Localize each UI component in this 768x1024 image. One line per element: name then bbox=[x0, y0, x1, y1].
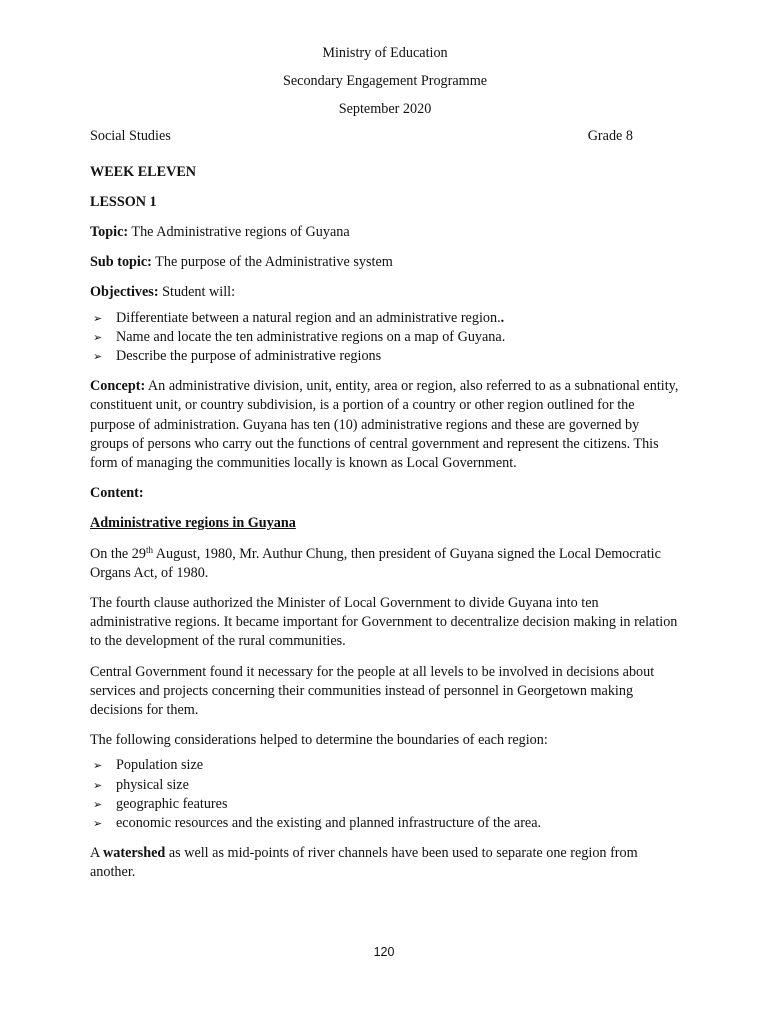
arrow-bullet-icon: ➢ bbox=[93, 797, 103, 811]
concept-label: Concept: bbox=[90, 378, 146, 395]
arrow-bullet-icon: ➢ bbox=[93, 350, 103, 364]
subtopic-text: The purpose of the Administrative system bbox=[151, 254, 393, 271]
content-label: Content: bbox=[90, 485, 144, 502]
programme-title: Secondary Engagement Programme bbox=[282, 72, 488, 89]
ministry-title: Ministry of Education bbox=[322, 45, 448, 61]
list-item: ➢ Differentiate between a natural region and an administrative region.. bbox=[90, 309, 680, 328]
list-item: ➢ Population size bbox=[90, 756, 680, 775]
considerations-list bbox=[90, 756, 680, 833]
paragraph-watershed: A watershed as well as mid-points of river channels have been used to separate one region from another. bbox=[90, 845, 638, 881]
topic-line bbox=[90, 223, 680, 242]
topic-text: The Administrative regions of Guyana bbox=[128, 224, 350, 240]
concept-paragraph bbox=[90, 377, 680, 473]
objectives-list bbox=[90, 309, 680, 367]
paragraph-act: On the 29th August, 1980, Mr. Authur Chung, then president of Guyana signed the Local Democratic Organs Act, of 1980. bbox=[90, 544, 661, 581]
document-page bbox=[90, 44, 680, 894]
subtopic-line bbox=[90, 253, 680, 272]
objectives-label: Objectives: bbox=[90, 284, 159, 301]
arrow-bullet-icon: ➢ bbox=[93, 759, 103, 773]
arrow-bullet-icon: ➢ bbox=[93, 817, 103, 831]
page-number: 120 bbox=[373, 945, 395, 959]
arrow-bullet-icon: ➢ bbox=[93, 311, 103, 325]
week-heading: WEEK ELEVEN bbox=[90, 163, 197, 180]
subject-label: Social Studies bbox=[90, 128, 171, 145]
arrow-bullet-icon: ➢ bbox=[93, 330, 103, 344]
list-item: ➢ Describe the purpose of administrative regions bbox=[90, 347, 680, 366]
list-item: ➢ geographic features bbox=[90, 795, 680, 814]
grade-label: Grade 8 bbox=[587, 128, 633, 145]
subtopic-label: Sub topic: bbox=[90, 254, 152, 271]
concept-text: An administrative division, unit, entity, area or region, also referred to as a subnational entity, constituent unit, or country subdivision, is a portion of a country or other region outlined for the purpose of administration. Guyana has ten (10) administrative regions and these are governed by groups of persons who carry out the functions of central government and represent the citizens. This form of managing the communities locally is known as Local Government. bbox=[90, 378, 679, 472]
section-heading: Administrative regions in Guyana bbox=[90, 515, 296, 532]
arrow-bullet-icon: ➢ bbox=[93, 778, 103, 792]
paragraph-fourth-clause: The fourth clause authorized the Minister of Local Government to divide Guyana into ten administrative regions. It became important for Government to decentralize decision making in relation to the development of the rural communities. bbox=[90, 595, 678, 650]
paragraph-central-government: Central Government found it necessary for the people at all levels to be involved in decisions about services and projects concerning their communities instead of personnel in Georgetown making decisions for them. bbox=[90, 663, 655, 719]
objectives-line bbox=[90, 283, 680, 302]
lesson-heading: LESSON 1 bbox=[90, 193, 157, 210]
topic-label: Topic: bbox=[90, 224, 129, 240]
paragraph-considerations: The following considerations helped to determine the boundaries of each region: bbox=[90, 732, 548, 749]
objectives-text: Student will: bbox=[158, 284, 236, 301]
list-item: ➢ economic resources and the existing and planned infrastructure of the area. bbox=[90, 814, 680, 833]
list-item: ➢ Name and locate the ten administrative regions on a map of Guyana. bbox=[90, 328, 680, 347]
date-line: September 2020 bbox=[338, 100, 432, 117]
subject-grade-row bbox=[90, 127, 633, 146]
list-item: ➢ physical size bbox=[90, 776, 680, 795]
